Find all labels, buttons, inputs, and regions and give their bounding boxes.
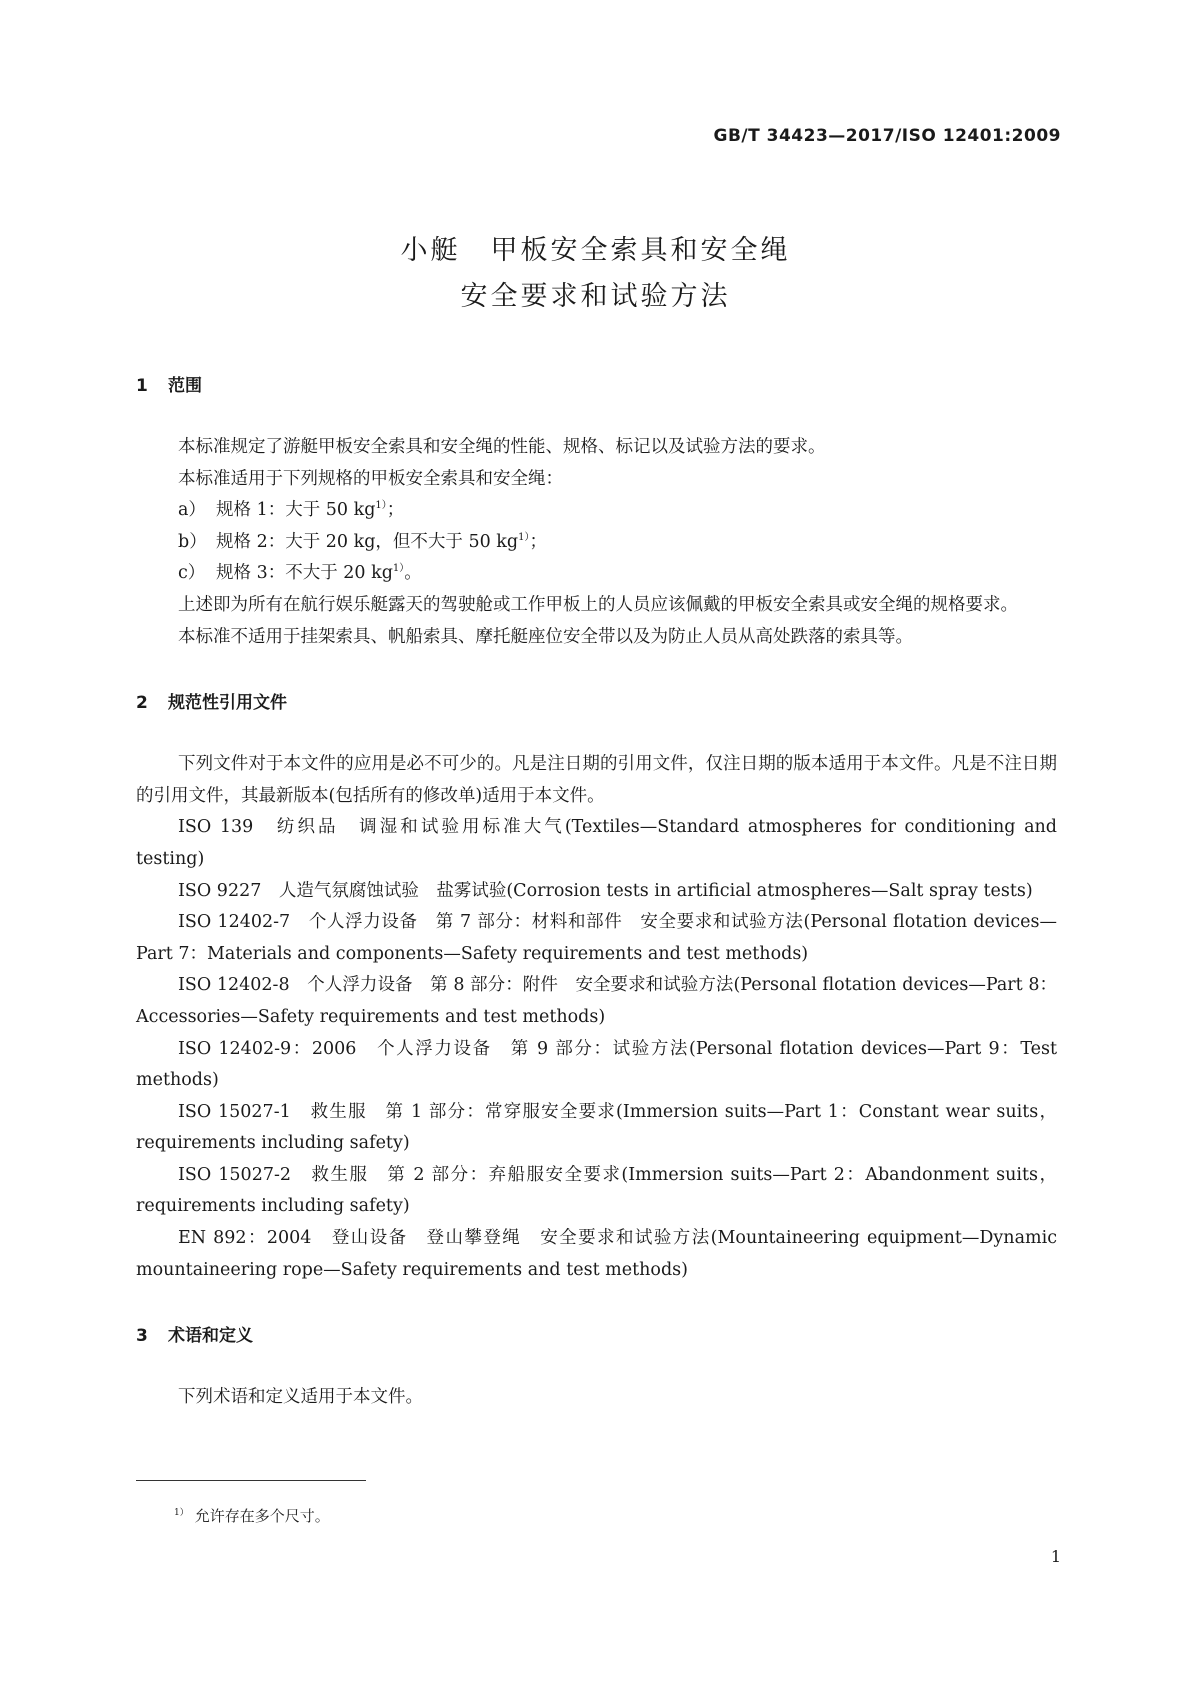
document-body — [136, 370, 1057, 1414]
footnote-divider — [136, 1480, 366, 1481]
reference-text: 个人浮力设备 第 8 部分：附件 安全要求和试验方法(Personal flotation devices—Part 8：Accessories—Safety requirements and test methods) — [136, 975, 1058, 1027]
list-marker: c） — [178, 563, 206, 584]
reference-text: 救生服 第 2 部分：弃船服安全要求(Immersion suits—Part 2：Abandonment suits，requirements including safety) — [136, 1164, 1058, 1217]
reference-item — [136, 812, 1057, 875]
list-text: 规格 3：不大于 20 kg — [216, 563, 393, 584]
section-title: 术语和定义 — [168, 1326, 253, 1347]
paragraph: 下列术语和定义适用于本文件。 — [178, 1387, 423, 1408]
section-heading-normative-references — [136, 687, 1057, 719]
footnote-ref: 1） — [375, 500, 387, 512]
reference-item — [136, 1223, 1057, 1286]
list-item — [136, 527, 1057, 559]
footnote — [174, 1505, 330, 1526]
reference-item — [136, 876, 1057, 908]
section-title: 范围 — [168, 376, 202, 396]
reference-code: EN 892：2004 — [178, 1228, 312, 1249]
footnote-ref: 1） — [518, 531, 530, 543]
reference-text: 个人浮力设备 第 7 部分：材料和部件 安全要求和试验方法(Personal flotation devices—Part 7：Materials and components—Safety requirements and test methods) — [136, 912, 1058, 964]
section-heading-scope — [136, 370, 1057, 402]
section-number: 3 — [136, 1326, 148, 1347]
reference-code: ISO 9227 — [178, 880, 262, 901]
reference-code: ISO 12402-9：2006 — [178, 1038, 357, 1059]
footnote-text: 允许存在多个尺寸。 — [194, 1507, 330, 1525]
list-marker: a） — [178, 500, 206, 521]
title-line-2: 安全要求和试验方法 — [460, 281, 731, 312]
footnote-ref: 1） — [392, 563, 405, 575]
paragraph: 下列文件对于本文件的应用是必不可少的。凡是注日期的引用文件，仅注日期的版本适用于本文件。凡是不注日期的引用文件，其最新版本(包括所有的修改单)适用于本文件。 — [136, 754, 1057, 806]
reference-text: 人造气氛腐蚀试验 盐雾试验(Corrosion tests in artificial atmospheres—Salt spray tests) — [278, 880, 1033, 901]
reference-text: 救生服 第 1 部分：常穿服安全要求(Immersion suits—Part 1：Constant wear suits，requirements including safety) — [136, 1101, 1058, 1154]
list-item — [136, 558, 1057, 590]
reference-item — [136, 1097, 1057, 1160]
reference-item — [136, 907, 1057, 970]
list-item — [136, 495, 1057, 527]
reference-item — [136, 1034, 1057, 1097]
section-heading-terms-and-definitions — [136, 1320, 1057, 1352]
reference-text: 纺织品 调湿和试验用标准大气(Textiles—Standard atmospheres for conditioning and testing) — [136, 817, 1058, 869]
paragraph: 本标准规定了游艇甲板安全索具和安全绳的性能、规格、标记以及试验方法的要求。 — [178, 437, 826, 457]
footnote-mark: 1） — [174, 1508, 189, 1518]
list-tail: ； — [529, 531, 547, 552]
section-number: 2 — [136, 693, 148, 714]
paragraph: 上述即为所有在航行娱乐艇露天的驾驶舱或工作甲板上的人员应该佩戴的甲板安全索具或安全绳的规格要求。 — [178, 594, 1018, 615]
reference-code: ISO 15027-1 — [178, 1101, 291, 1122]
title-line-1: 小艇 甲板安全索具和安全绳 — [400, 235, 791, 266]
reference-text: 登山设备 登山攀登绳 安全要求和试验方法(Mountaineering equipment—Dynamic mountaineering rope—Safety requirements and test methods) — [136, 1228, 1057, 1280]
reference-code: ISO 12402-8 — [178, 975, 290, 996]
list-tail: 。 — [404, 563, 422, 584]
reference-code: ISO 139 — [178, 817, 254, 838]
section-title: 规范性引用文件 — [168, 693, 287, 714]
paragraph: 本标准适用于下列规格的甲板安全索具和安全绳： — [178, 468, 563, 489]
page-number: 1 — [1050, 1547, 1061, 1566]
list-text: 规格 2：大于 20 kg，但不大于 50 kg — [216, 531, 519, 552]
reference-item — [136, 1160, 1057, 1223]
list-marker: b） — [178, 531, 207, 552]
reference-code: ISO 12402-7 — [178, 912, 291, 933]
document-title — [0, 228, 1191, 320]
reference-text: 个人浮力设备 第 9 部分：试验方法(Personal flotation devices—Part 9：Test methods) — [136, 1038, 1057, 1091]
reference-item — [136, 970, 1057, 1033]
paragraph: 本标准不适用于挂架索具、帆船索具、摩托艇座位安全带以及为防止人员从高处跌落的索具等。 — [178, 626, 913, 647]
reference-code: ISO 15027-2 — [178, 1164, 292, 1185]
list-tail: ； — [386, 500, 405, 521]
list-text: 规格 1：大于 50 kg — [216, 500, 376, 521]
standard-code: GB/T 34423—2017/ISO 12401:2009 — [713, 126, 1061, 146]
section-number: 1 — [136, 376, 148, 396]
